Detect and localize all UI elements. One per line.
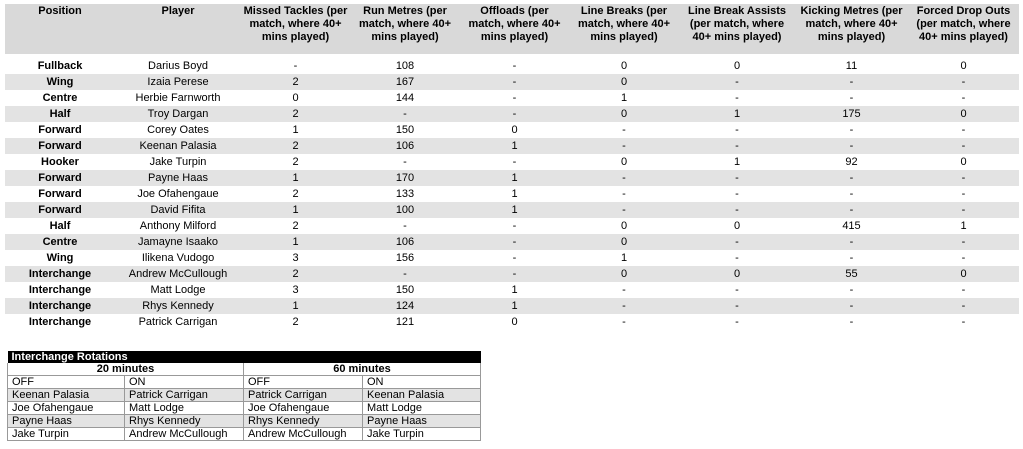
cell-line-breaks: - xyxy=(569,138,679,154)
cell-kicking-metres: - xyxy=(795,170,908,186)
cell-player: Corey Oates xyxy=(115,122,241,138)
cell-forced-drop-outs: 0 xyxy=(908,106,1019,122)
cell-run-metres: 100 xyxy=(350,202,460,218)
stats-body xyxy=(5,54,1019,330)
cell-player: Anthony Milford xyxy=(115,218,241,234)
cell-missed-tackles: 2 xyxy=(241,138,350,154)
cell-kicking-metres: - xyxy=(795,186,908,202)
cell-missed-tackles: 2 xyxy=(241,186,350,202)
cell-line-breaks: 0 xyxy=(569,218,679,234)
player-stats-table xyxy=(5,4,1019,330)
cell-line-breaks: 0 xyxy=(569,266,679,282)
cell-run-metres: 144 xyxy=(350,90,460,106)
cell-kicking-metres: - xyxy=(795,298,908,314)
cell-offloads: - xyxy=(460,58,569,74)
cell-player: Keenan Palasia xyxy=(115,138,241,154)
table-row xyxy=(5,106,1019,122)
cell-kicking-metres: - xyxy=(795,250,908,266)
cell-offloads: - xyxy=(460,234,569,250)
rotation-row xyxy=(8,402,481,415)
cell-line-break-assists: - xyxy=(679,250,795,266)
header-forced-drop-outs: Forced Drop Outs (per match, where 40+ mins played) xyxy=(908,4,1019,54)
rotation-cell: Keenan Palasia xyxy=(8,389,125,402)
rotation-cell: Payne Haas xyxy=(8,415,125,428)
table-row xyxy=(5,234,1019,250)
cell-position: Hooker xyxy=(5,154,115,170)
cell-line-break-assists: - xyxy=(679,122,795,138)
cell-position: Forward xyxy=(5,186,115,202)
cell-offloads: - xyxy=(460,266,569,282)
cell-player: Patrick Carrigan xyxy=(115,314,241,330)
cell-player: Jamayne Isaako xyxy=(115,234,241,250)
cell-position: Centre xyxy=(5,234,115,250)
cell-forced-drop-outs: - xyxy=(908,74,1019,90)
cell-player: Joe Ofahengaue xyxy=(115,186,241,202)
table-row xyxy=(5,202,1019,218)
cell-line-breaks: - xyxy=(569,170,679,186)
cell-position: Fullback xyxy=(5,58,115,74)
cell-line-breaks: 0 xyxy=(569,74,679,90)
cell-player: Rhys Kennedy xyxy=(115,298,241,314)
cell-run-metres: 133 xyxy=(350,186,460,202)
rotation-row xyxy=(8,415,481,428)
header-kicking-metres: Kicking Metres (per match, where 40+ mins played) xyxy=(795,4,908,54)
cell-line-breaks: - xyxy=(569,202,679,218)
header-run-metres: Run Metres (per match, where 40+ mins played) xyxy=(350,4,460,54)
rotation-cell: Jake Turpin xyxy=(8,428,125,441)
table-row xyxy=(5,90,1019,106)
rotation-row xyxy=(8,428,481,441)
cell-line-break-assists: - xyxy=(679,138,795,154)
cell-line-break-assists: 0 xyxy=(679,266,795,282)
cell-run-metres: 150 xyxy=(350,122,460,138)
cell-offloads: 1 xyxy=(460,186,569,202)
cell-kicking-metres: 92 xyxy=(795,154,908,170)
header-player: Player xyxy=(115,4,241,54)
rotations-title: Interchange Rotations xyxy=(8,351,481,363)
cell-run-metres: 156 xyxy=(350,250,460,266)
cell-forced-drop-outs: - xyxy=(908,138,1019,154)
cell-kicking-metres: 415 xyxy=(795,218,908,234)
cell-forced-drop-outs: - xyxy=(908,186,1019,202)
cell-missed-tackles: 2 xyxy=(241,266,350,282)
cell-player: Ilikena Vudogo xyxy=(115,250,241,266)
col-off-20: OFF xyxy=(8,376,125,389)
cell-kicking-metres: 11 xyxy=(795,58,908,74)
cell-run-metres: 150 xyxy=(350,282,460,298)
cell-missed-tackles: 3 xyxy=(241,250,350,266)
cell-missed-tackles: 2 xyxy=(241,218,350,234)
cell-run-metres: - xyxy=(350,106,460,122)
cell-line-break-assists: 1 xyxy=(679,106,795,122)
rotation-cell: Matt Lodge xyxy=(125,402,244,415)
cell-position: Wing xyxy=(5,250,115,266)
rotation-cell: Rhys Kennedy xyxy=(244,415,363,428)
cell-forced-drop-outs: 1 xyxy=(908,218,1019,234)
cell-offloads: - xyxy=(460,90,569,106)
cell-position: Forward xyxy=(5,122,115,138)
table-row xyxy=(5,154,1019,170)
cell-run-metres: 106 xyxy=(350,138,460,154)
rotations-title-row xyxy=(8,351,481,363)
cell-forced-drop-outs: - xyxy=(908,170,1019,186)
cell-forced-drop-outs: - xyxy=(908,90,1019,106)
cell-line-break-assists: - xyxy=(679,298,795,314)
rotation-cell: Patrick Carrigan xyxy=(244,389,363,402)
rotation-cell: Matt Lodge xyxy=(363,402,481,415)
cell-player: David Fifita xyxy=(115,202,241,218)
rotation-cell: Joe Ofahengaue xyxy=(8,402,125,415)
cell-kicking-metres: - xyxy=(795,122,908,138)
table-row xyxy=(5,314,1019,330)
cell-run-metres: 108 xyxy=(350,58,460,74)
cell-player: Payne Haas xyxy=(115,170,241,186)
rotations-period-row xyxy=(8,363,481,376)
cell-offloads: 1 xyxy=(460,170,569,186)
table-row xyxy=(5,58,1019,74)
cell-position: Forward xyxy=(5,202,115,218)
cell-offloads: 0 xyxy=(460,122,569,138)
cell-run-metres: - xyxy=(350,154,460,170)
table-row xyxy=(5,250,1019,266)
cell-run-metres: - xyxy=(350,218,460,234)
col-off-60: OFF xyxy=(244,376,363,389)
table-row xyxy=(5,138,1019,154)
col-on-60: ON xyxy=(363,376,481,389)
rotation-row xyxy=(8,389,481,402)
cell-kicking-metres: - xyxy=(795,282,908,298)
table-row xyxy=(5,74,1019,90)
table-row xyxy=(5,122,1019,138)
cell-offloads: 1 xyxy=(460,202,569,218)
cell-forced-drop-outs: 0 xyxy=(908,58,1019,74)
cell-run-metres: 124 xyxy=(350,298,460,314)
cell-line-breaks: 0 xyxy=(569,58,679,74)
cell-position: Interchange xyxy=(5,282,115,298)
cell-forced-drop-outs: - xyxy=(908,298,1019,314)
cell-position: Interchange xyxy=(5,266,115,282)
cell-missed-tackles: 1 xyxy=(241,202,350,218)
cell-run-metres: 167 xyxy=(350,74,460,90)
cell-line-breaks: - xyxy=(569,282,679,298)
cell-forced-drop-outs: - xyxy=(908,250,1019,266)
cell-line-breaks: - xyxy=(569,122,679,138)
cell-line-break-assists: - xyxy=(679,314,795,330)
cell-position: Forward xyxy=(5,138,115,154)
cell-forced-drop-outs: - xyxy=(908,234,1019,250)
rotation-cell: Joe Ofahengaue xyxy=(244,402,363,415)
cell-position: Interchange xyxy=(5,314,115,330)
cell-line-break-assists: 1 xyxy=(679,154,795,170)
cell-line-breaks: 0 xyxy=(569,234,679,250)
cell-offloads: 1 xyxy=(460,282,569,298)
cell-kicking-metres: 55 xyxy=(795,266,908,282)
rotation-cell: Keenan Palasia xyxy=(363,389,481,402)
period-60-minutes: 60 minutes xyxy=(244,363,481,376)
cell-offloads: 0 xyxy=(460,314,569,330)
cell-missed-tackles: 1 xyxy=(241,298,350,314)
cell-player: Darius Boyd xyxy=(115,58,241,74)
cell-missed-tackles: 2 xyxy=(241,106,350,122)
header-row xyxy=(5,4,1019,54)
table-row xyxy=(5,186,1019,202)
rotation-cell: Andrew McCullough xyxy=(244,428,363,441)
cell-player: Troy Dargan xyxy=(115,106,241,122)
cell-kicking-metres: - xyxy=(795,90,908,106)
cell-position: Half xyxy=(5,218,115,234)
table-row xyxy=(5,266,1019,282)
cell-offloads: - xyxy=(460,218,569,234)
cell-line-breaks: 0 xyxy=(569,106,679,122)
cell-missed-tackles: 1 xyxy=(241,122,350,138)
cell-forced-drop-outs: - xyxy=(908,202,1019,218)
cell-missed-tackles: 1 xyxy=(241,170,350,186)
cell-forced-drop-outs: - xyxy=(908,314,1019,330)
cell-player: Izaia Perese xyxy=(115,74,241,90)
cell-run-metres: 106 xyxy=(350,234,460,250)
table-row xyxy=(5,218,1019,234)
cell-line-break-assists: - xyxy=(679,234,795,250)
header-line-break-assists: Line Break Assists (per match, where 40+ mins played) xyxy=(679,4,795,54)
cell-player: Jake Turpin xyxy=(115,154,241,170)
cell-kicking-metres: - xyxy=(795,314,908,330)
cell-line-break-assists: - xyxy=(679,90,795,106)
header-line-breaks: Line Breaks (per match, where 40+ mins played) xyxy=(569,4,679,54)
interchange-rotations-table xyxy=(7,351,481,441)
table-row xyxy=(5,170,1019,186)
cell-forced-drop-outs: 0 xyxy=(908,154,1019,170)
cell-offloads: - xyxy=(460,154,569,170)
cell-offloads: 1 xyxy=(460,138,569,154)
cell-player: Andrew McCullough xyxy=(115,266,241,282)
cell-line-break-assists: - xyxy=(679,170,795,186)
cell-position: Centre xyxy=(5,90,115,106)
cell-line-breaks: - xyxy=(569,186,679,202)
cell-line-break-assists: - xyxy=(679,202,795,218)
cell-kicking-metres: - xyxy=(795,74,908,90)
cell-missed-tackles: - xyxy=(241,58,350,74)
header-position: Position xyxy=(5,4,115,54)
cell-line-break-assists: - xyxy=(679,282,795,298)
rotation-cell: Rhys Kennedy xyxy=(125,415,244,428)
cell-player: Matt Lodge xyxy=(115,282,241,298)
table-row xyxy=(5,298,1019,314)
cell-run-metres: - xyxy=(350,266,460,282)
header-offloads: Offloads (per match, where 40+ mins played) xyxy=(460,4,569,54)
rotations-body xyxy=(8,389,481,441)
rotation-cell: Andrew McCullough xyxy=(125,428,244,441)
header-missed-tackles: Missed Tackles (per match, where 40+ mins played) xyxy=(241,4,350,54)
cell-offloads: 1 xyxy=(460,298,569,314)
cell-missed-tackles: 3 xyxy=(241,282,350,298)
cell-line-break-assists: - xyxy=(679,186,795,202)
table-row xyxy=(5,282,1019,298)
cell-position: Wing xyxy=(5,74,115,90)
cell-position: Half xyxy=(5,106,115,122)
cell-line-break-assists: 0 xyxy=(679,218,795,234)
cell-line-breaks: - xyxy=(569,298,679,314)
cell-line-breaks: 0 xyxy=(569,154,679,170)
cell-kicking-metres: 175 xyxy=(795,106,908,122)
cell-missed-tackles: 2 xyxy=(241,154,350,170)
cell-line-break-assists: - xyxy=(679,74,795,90)
cell-run-metres: 170 xyxy=(350,170,460,186)
cell-forced-drop-outs: - xyxy=(908,282,1019,298)
rotation-cell: Jake Turpin xyxy=(363,428,481,441)
cell-player: Herbie Farnworth xyxy=(115,90,241,106)
rotation-cell: Payne Haas xyxy=(363,415,481,428)
cell-line-breaks: 1 xyxy=(569,250,679,266)
cell-position: Interchange xyxy=(5,298,115,314)
cell-missed-tackles: 1 xyxy=(241,234,350,250)
cell-missed-tackles: 2 xyxy=(241,314,350,330)
cell-offloads: - xyxy=(460,250,569,266)
cell-missed-tackles: 2 xyxy=(241,74,350,90)
period-20-minutes: 20 minutes xyxy=(8,363,244,376)
cell-line-breaks: - xyxy=(569,314,679,330)
cell-offloads: - xyxy=(460,106,569,122)
cell-offloads: - xyxy=(460,74,569,90)
col-on-20: ON xyxy=(125,376,244,389)
rotation-cell: Patrick Carrigan xyxy=(125,389,244,402)
cell-run-metres: 121 xyxy=(350,314,460,330)
cell-forced-drop-outs: 0 xyxy=(908,266,1019,282)
rotations-column-row xyxy=(8,376,481,389)
cell-line-breaks: 1 xyxy=(569,90,679,106)
cell-missed-tackles: 0 xyxy=(241,90,350,106)
cell-kicking-metres: - xyxy=(795,138,908,154)
cell-kicking-metres: - xyxy=(795,202,908,218)
cell-forced-drop-outs: - xyxy=(908,122,1019,138)
cell-position: Forward xyxy=(5,170,115,186)
cell-line-break-assists: 0 xyxy=(679,58,795,74)
cell-kicking-metres: - xyxy=(795,234,908,250)
